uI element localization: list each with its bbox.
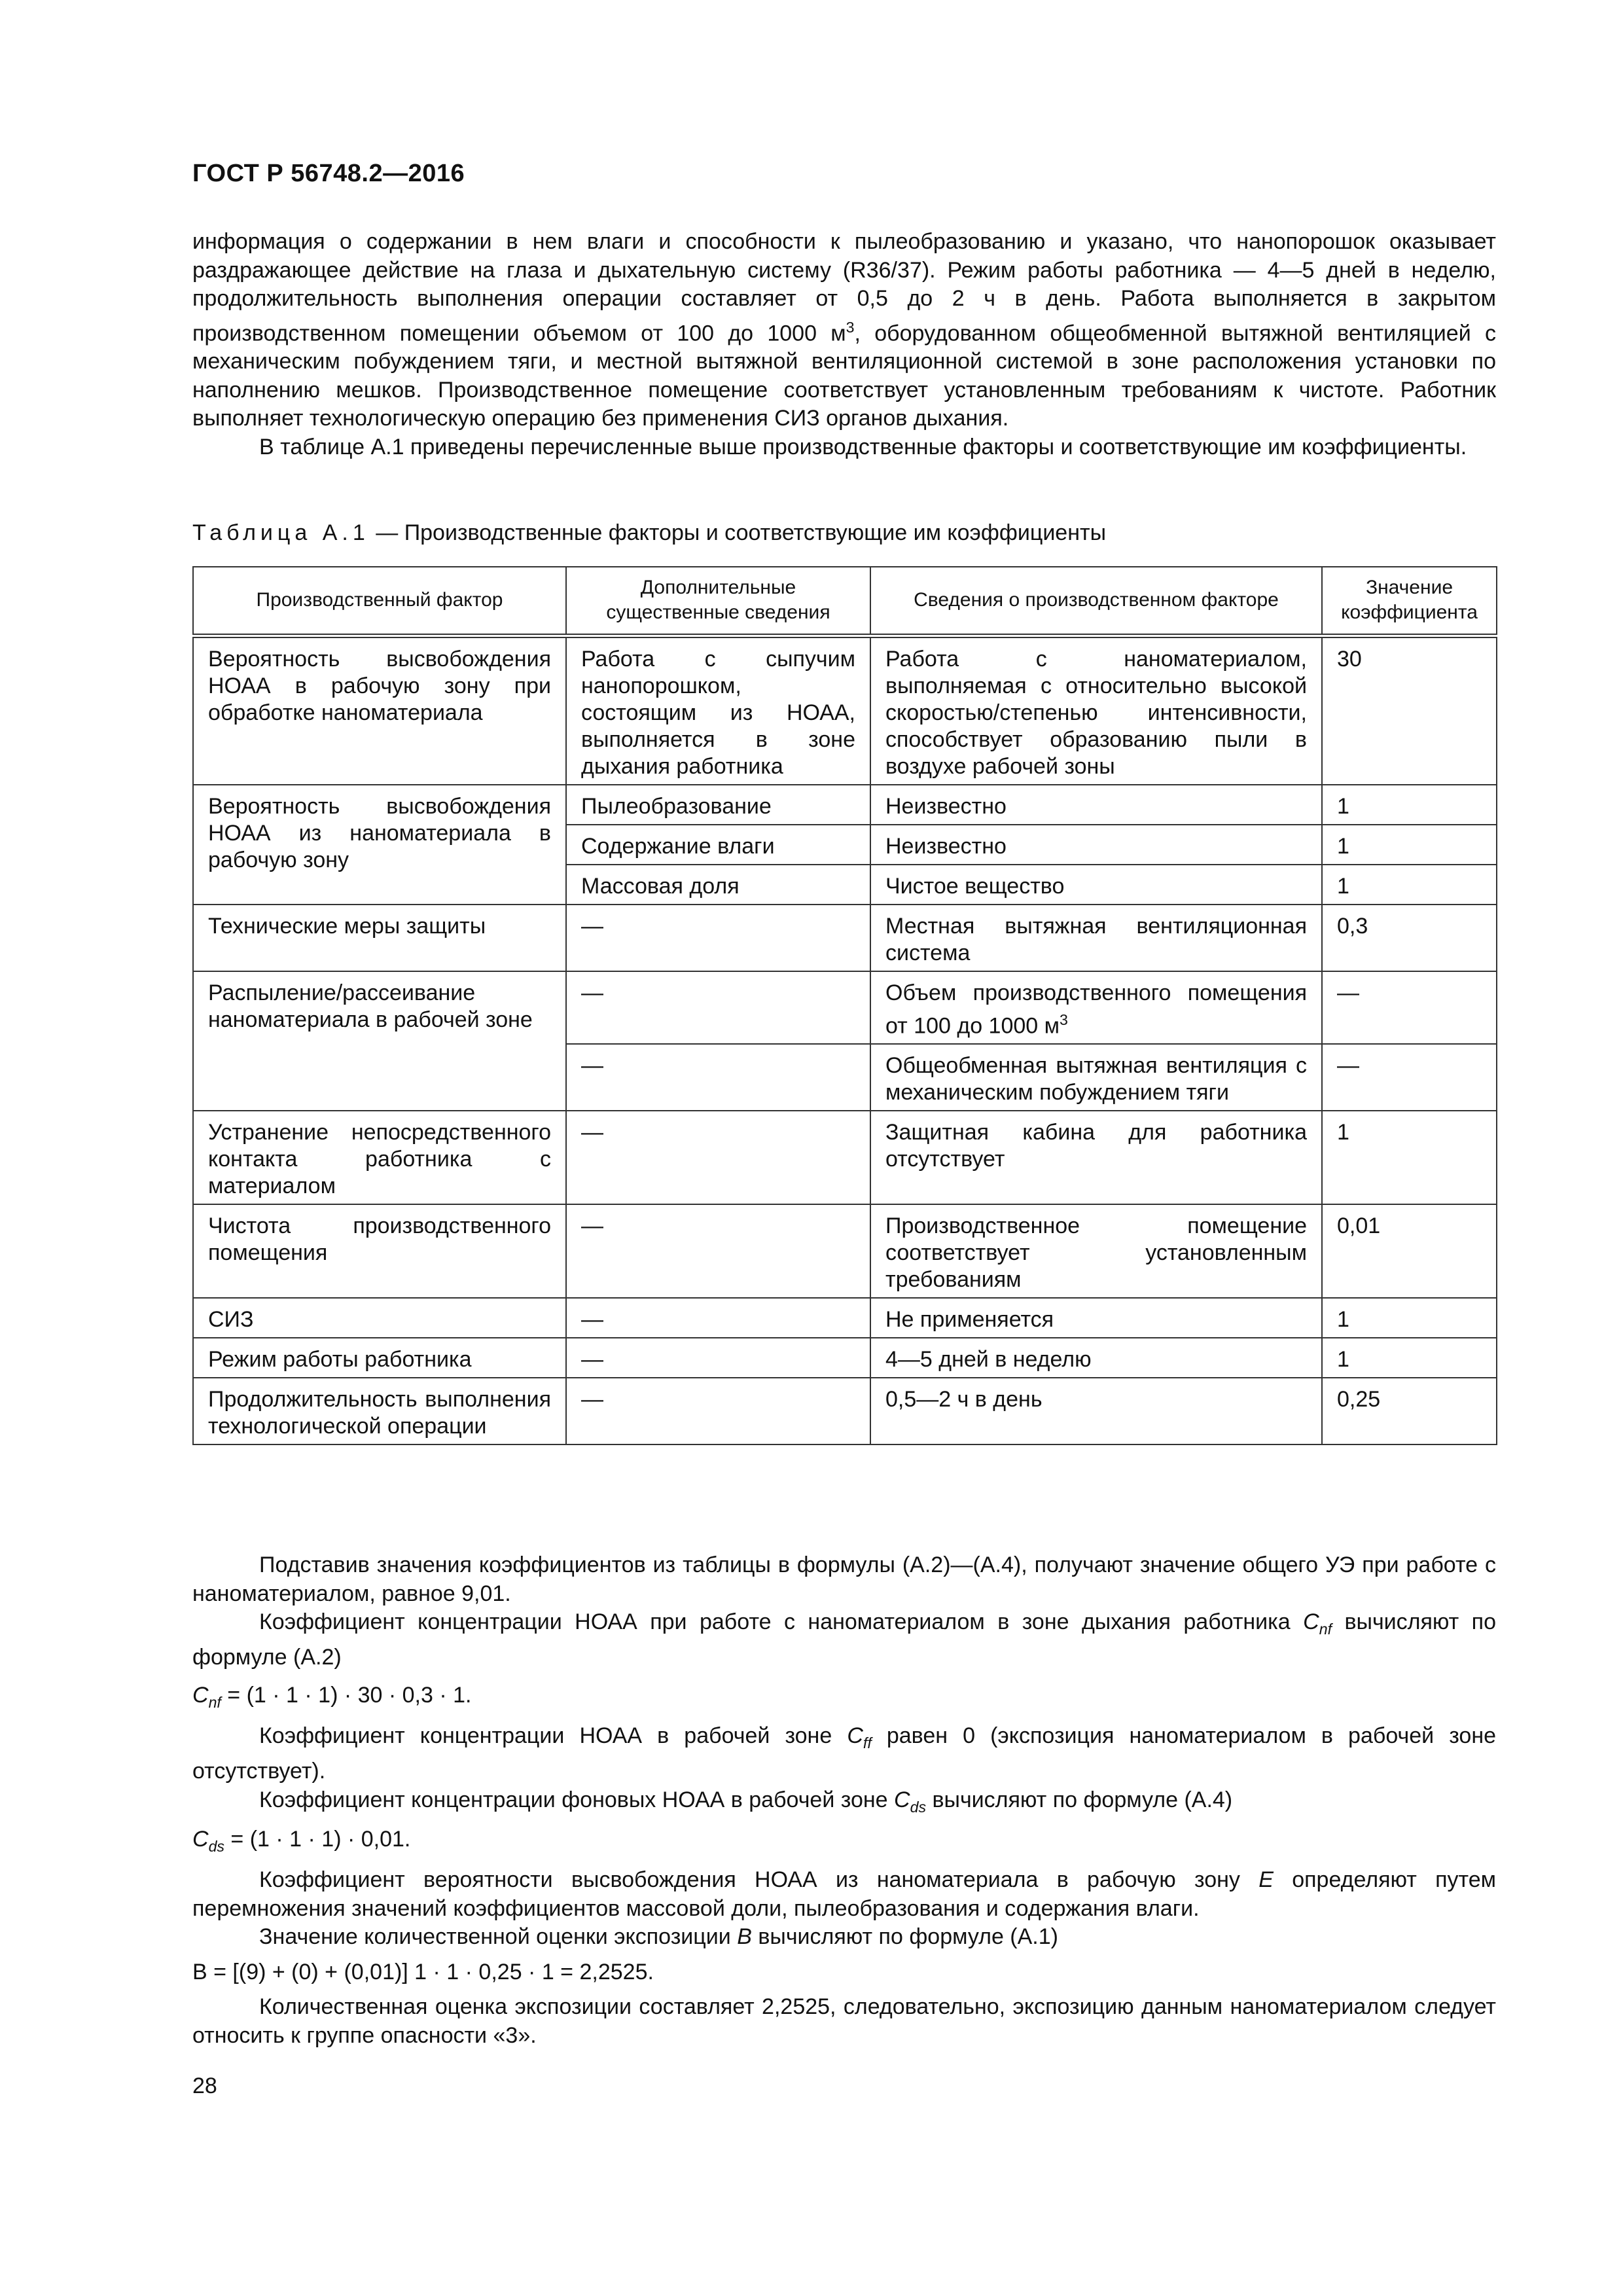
info-cell: Неизвестно <box>870 785 1322 825</box>
factor-cell: Вероятность высвобождения НОАА из наноматериала в рабочую зону <box>193 785 566 905</box>
calc-paragraph-5: Коэффициент вероятности высвобождения НОАА из наноматериала в рабочую зону E определяют путем перемножения значений коэффициентов массовой доли, пылеобразования и содержания влаги. <box>192 1867 1496 1921</box>
table-row <box>193 1111 1497 1204</box>
factor-cell: Вероятность высвобождения НОАА в рабочую зону при обработке наноматериала <box>193 636 566 785</box>
value-cell: — <box>1322 971 1497 1044</box>
intro-paragraph-1: информация о содержании в нем влаги и способности к пылеобразованию и указано, что нанопорошок оказывает раздражающее действие на глаза и дыхательную систему (R36/37). Режим работы работника — 4—5 дней в неделю, продолжительность выполнения операции составляет от 0,5 до 2 ч в день. Работа выполняется в закрытом производственном помещении объемом от 100 до 1000 $м^3$, оборудованном общеобменной вытяжной вентиляцией с механическим побуждением тяги, и местной вытяжной вентиляционной системой в зоне расположения установки по наполнению мешков. Производственное помещение соответствует установленным требованиям к чистоте. Работник выполняет технологическую операцию без применения СИЗ органов дыхания. <box>192 229 1496 431</box>
column-header: Значение коэффициента <box>1322 567 1497 636</box>
info-cell: Защитная кабина для работника отсутствует <box>870 1111 1322 1204</box>
value-cell: 1 <box>1322 1111 1497 1204</box>
value-cell: 1 <box>1322 825 1497 865</box>
intro-paragraph-2: В таблице А.1 приведены перечисленные выше производственные факторы и соответствующие им коэффициенты. <box>259 434 1467 459</box>
info-cell: Общеобменная вытяжная вентиляция с механическим побуждением тяги <box>870 1044 1322 1111</box>
column-header: Производственный фактор <box>193 567 566 636</box>
formula-b: В = [(9) + (0) + (0,01)] 1 · 1 · 0,25 · 1 = 2,2525. <box>192 1959 654 1984</box>
value-cell: 1 <box>1322 865 1497 905</box>
info-cell: Производственное помещение соответствует установленным требованиям <box>870 1204 1322 1298</box>
table-row <box>193 1378 1497 1444</box>
calc-paragraph-2: Коэффициент концентрации НОАА при работе с наноматериалом в зоне дыхания работника $C_{nf}$ вычисляют по формуле (А.2) <box>192 1609 1496 1670</box>
column-header: Дополнительные существенные сведения <box>566 567 870 636</box>
info-cell: Объем производственного помещения от 100 до 1000 $м^3$ <box>870 971 1322 1044</box>
extra-cell: Содержание влаги <box>566 825 870 865</box>
table-row <box>193 905 1497 971</box>
formula-cnf: $C_{nf} = (1 \cdot 1 \cdot 1) \cdot 30 \cdot 0,3 \cdot 1$. <box>192 1682 472 1711</box>
value-cell: 0,01 <box>1322 1204 1497 1298</box>
calculation-text <box>192 1551 1496 2050</box>
table-row <box>193 785 1497 825</box>
extra-cell: — <box>566 1204 870 1298</box>
factor-cell: Устранение непосредственного контакта работника с материалом <box>193 1111 566 1204</box>
table-row <box>193 1338 1497 1378</box>
factor-cell: Распыление/рассеивание наноматериала в рабочей зоне <box>193 971 566 1111</box>
info-cell: Не применяется <box>870 1298 1322 1338</box>
value-cell: — <box>1322 1044 1497 1111</box>
value-cell: 1 <box>1322 1298 1497 1338</box>
factors-table <box>192 566 1497 1445</box>
extra-cell: Пылеобразование <box>566 785 870 825</box>
table-header-row <box>193 567 1497 636</box>
extra-cell: Массовая доля <box>566 865 870 905</box>
value-cell: 1 <box>1322 785 1497 825</box>
extra-cell: — <box>566 1338 870 1378</box>
extra-cell: — <box>566 1111 870 1204</box>
extra-cell: — <box>566 1378 870 1444</box>
extra-cell: — <box>566 905 870 971</box>
calc-paragraph-7: Количественная оценка экспозиции составляет 2,2525, следовательно, экспозицию данным наноматериалом следует относить к группе опасности «3». <box>192 1994 1496 2048</box>
intro-text <box>192 228 1496 461</box>
value-cell: 0,25 <box>1322 1378 1497 1444</box>
calc-paragraph-1: Подставив значения коэффициентов из таблицы в формулы (А.2)—(А.4), получают значение общего УЭ при работе с наноматериалом, равное 9,01. <box>192 1552 1496 1606</box>
factor-cell: Технические меры защиты <box>193 905 566 971</box>
factor-cell: Режим работы работника <box>193 1338 566 1378</box>
factor-cell: Продолжительность выполнения технологической операции <box>193 1378 566 1444</box>
value-cell: 30 <box>1322 636 1497 785</box>
table-row <box>193 1298 1497 1338</box>
info-cell: Неизвестно <box>870 825 1322 865</box>
extra-cell: Работа с сыпучим нанопорошком, состоящим из НОАА, выполняется в зоне дыхания работника <box>566 636 870 785</box>
calc-paragraph-3: Коэффициент концентрации НОАА в рабочей зоне $C_{ff}$ равен 0 (экспозиция наноматериалом в рабочей зоне отсутствует). <box>192 1723 1496 1784</box>
info-cell: 0,5—2 ч в день <box>870 1378 1322 1444</box>
formula-cds: $C_{ds} = (1 \cdot 1 \cdot 1) \cdot 0,01$. <box>192 1827 411 1855</box>
info-cell: Местная вытяжная вентиляционная система <box>870 905 1322 971</box>
table-row <box>193 636 1497 785</box>
value-cell: 1 <box>1322 1338 1497 1378</box>
value-cell: 0,3 <box>1322 905 1497 971</box>
page-number: 28 <box>192 2073 217 2098</box>
column-header: Сведения о производственном факторе <box>870 567 1322 636</box>
extra-cell: — <box>566 971 870 1044</box>
table-row <box>193 971 1497 1044</box>
calc-paragraph-4: Коэффициент концентрации фоновых НОАА в рабочей зоне $C_{ds}$ вычисляют по формуле (А.4) <box>259 1787 1233 1816</box>
extra-cell: — <box>566 1044 870 1111</box>
extra-cell: — <box>566 1298 870 1338</box>
factor-cell: Чистота производственного помещения <box>193 1204 566 1298</box>
calc-paragraph-6: Значение количественной оценки экспозиции B вычисляют по формуле (А.1) <box>259 1924 1058 1950</box>
info-cell: Работа с наноматериалом, выполняемая с относительно высокой скоростью/степенью интенсивности, способствует образованию пыли в воздухе рабочей зоны <box>870 636 1322 785</box>
table-row <box>193 1204 1497 1298</box>
info-cell: 4—5 дней в неделю <box>870 1338 1322 1378</box>
factor-cell: СИЗ <box>193 1298 566 1338</box>
standard-title: ГОСТ Р 56748.2—2016 <box>192 160 465 187</box>
info-cell: Чистое вещество <box>870 865 1322 905</box>
table-caption: Таблица А.1 — Производственные факторы и соответствующие им коэффициенты <box>192 520 1107 545</box>
